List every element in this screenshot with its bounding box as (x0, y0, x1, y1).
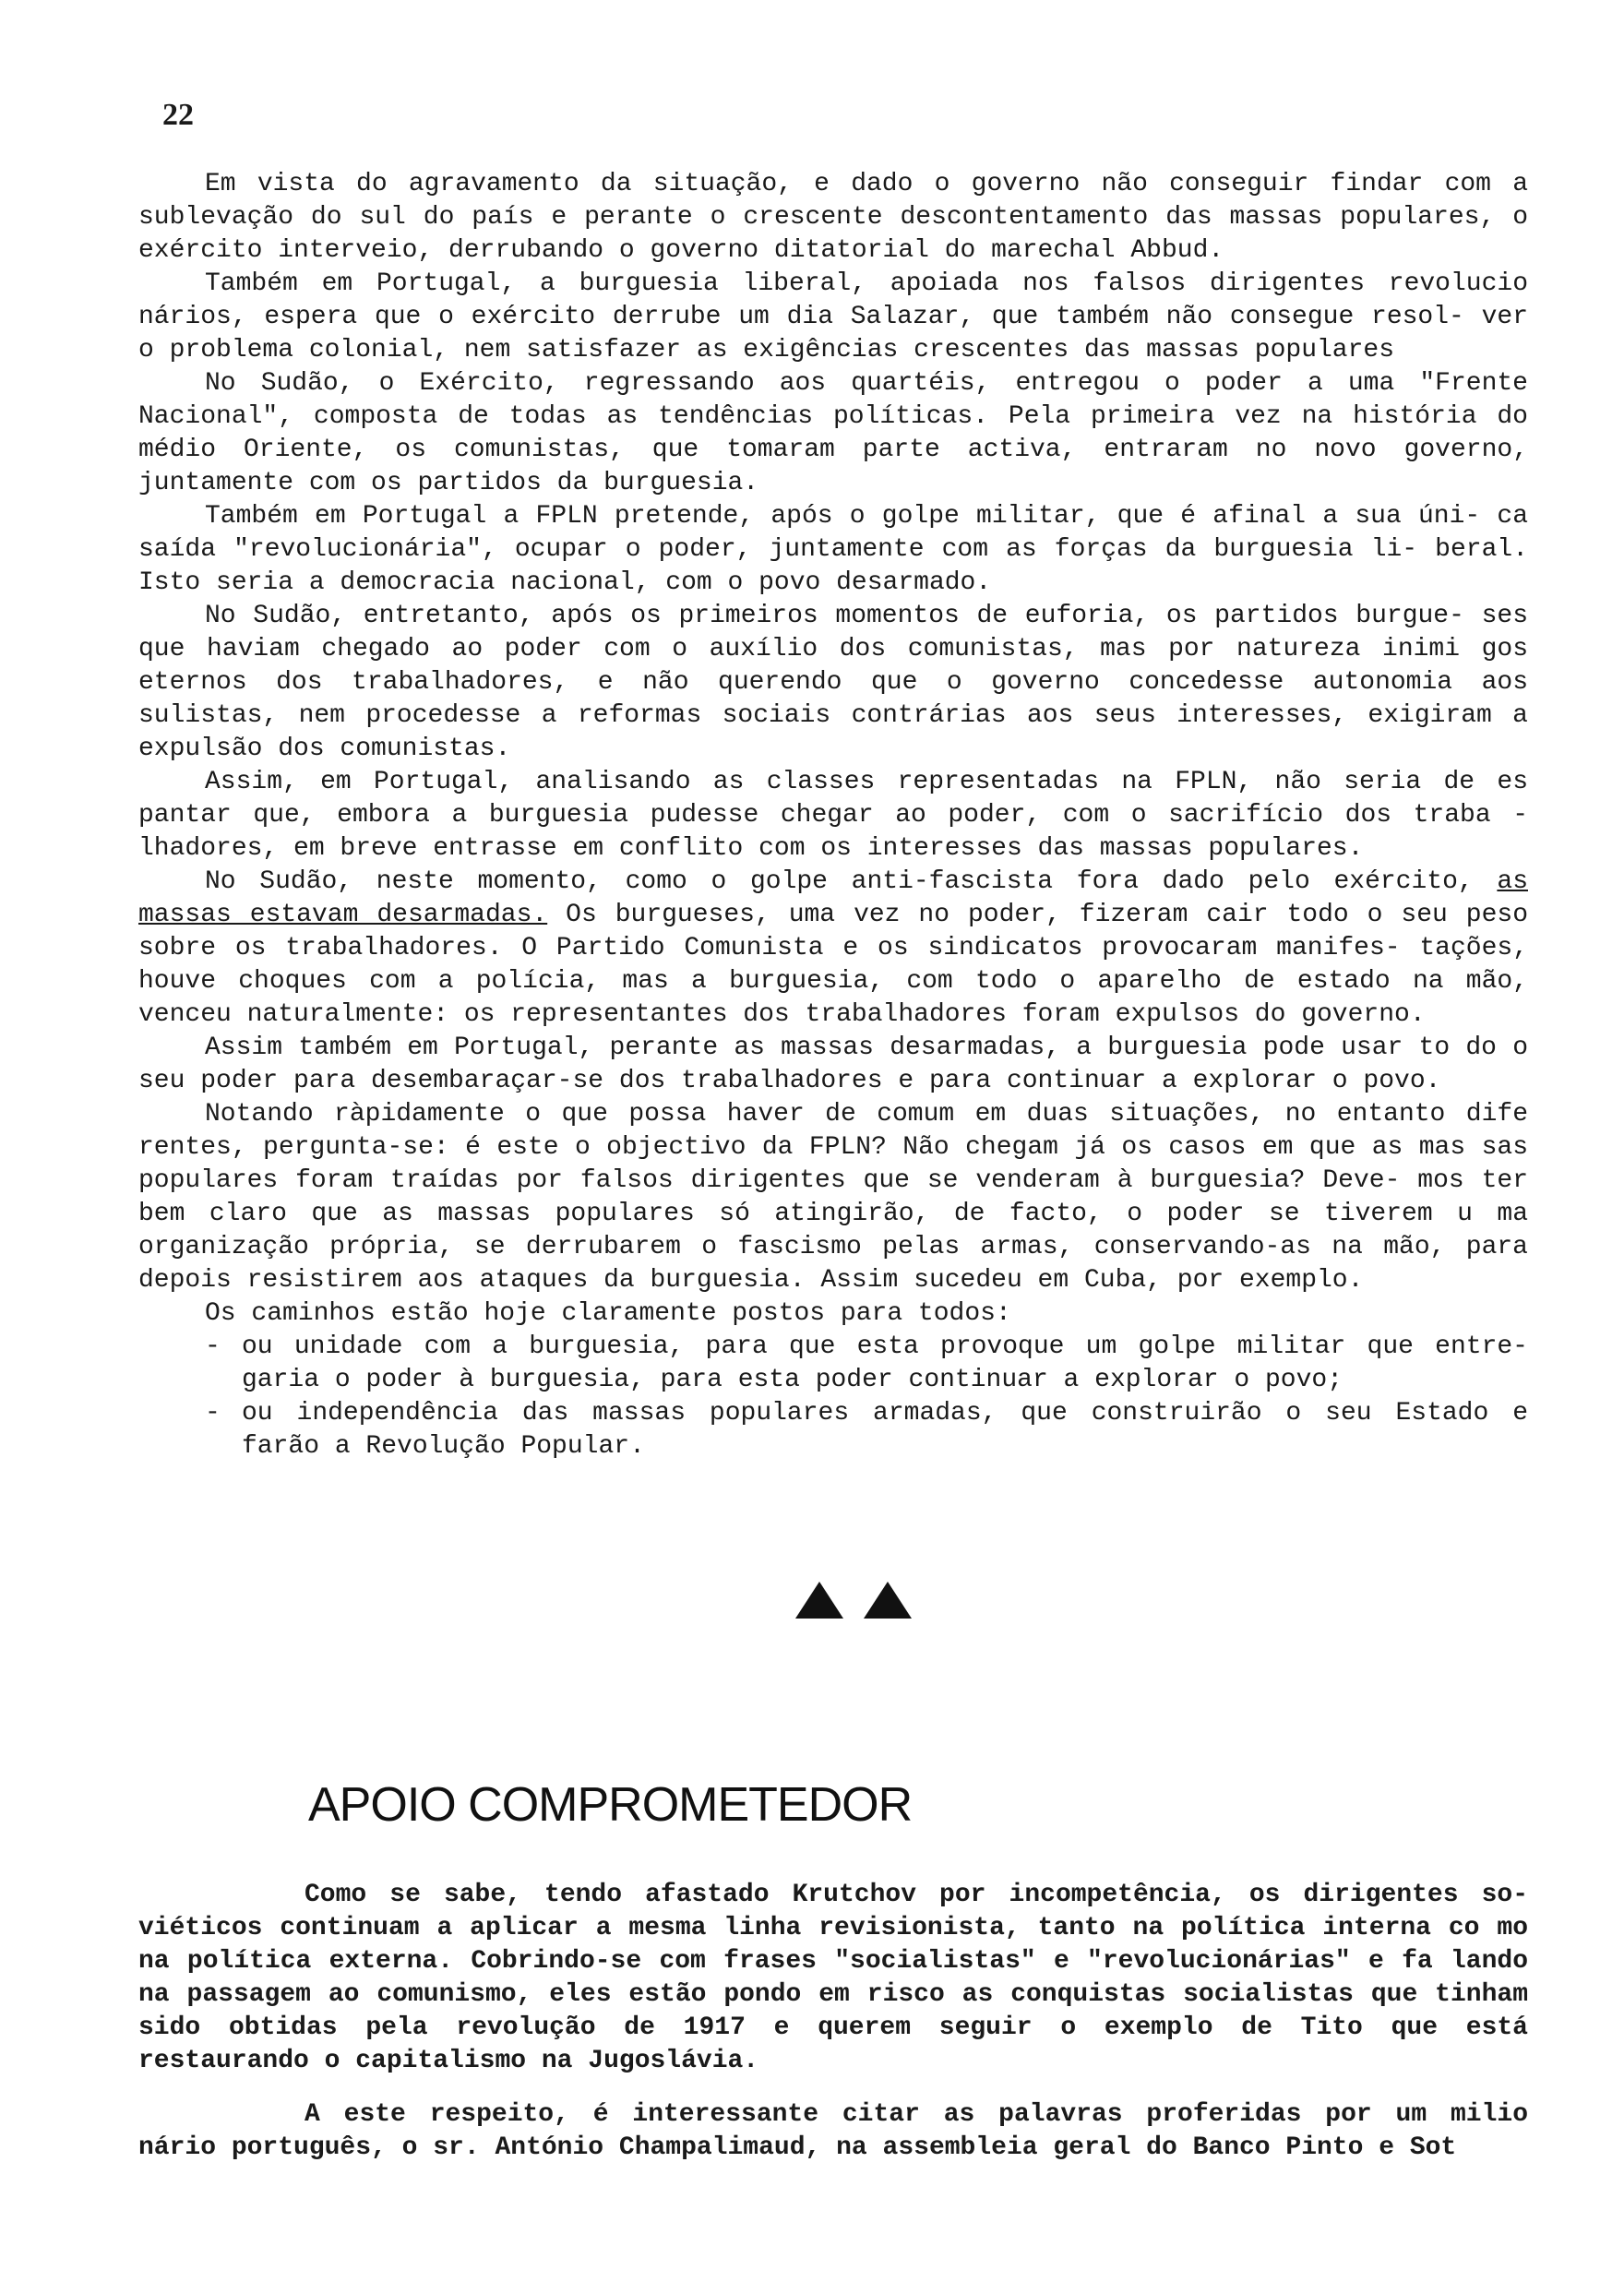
paragraph: Também em Portugal, a burguesia liberal, apoiada nos falsos dirigentes revolucio nários, espera que o exército derrube um dia Salazar, que também não consegue resol- ver o problema colonial, nem satisfazer as exigências crescentes das massas populares (138, 269, 1528, 364)
paragraph-text: Os burgueses, uma vez no poder, fizeram cair todo o seu peso sobre os trabalhadores. O Partido Comunista e os sindicatos provocaram manifes- tações, houve choques com a polícia, mas a burguesia, com todo o aparelho de estado na mão, venceu naturalmente: os representantes dos trabalhadores foram expulsos do governo. (138, 901, 1529, 1029)
paragraph: No Sudão, entretanto, após os primeiros momentos de euforia, os partidos burgue- ses que haviam chegado ao poder com o auxílio dos comunistas, mas por natureza inimi gos eternos dos trabalhadores, e não querendo que o governo concedesse autonomia aos sulistas, nem procedesse a reformas sociais contrárias aos seus interesses, exigiram a expulsão dos comunistas. (138, 602, 1528, 763)
article-body (138, 1879, 1528, 2165)
list-intro: Os caminhos estão hoje claramente postos para todos: (205, 1299, 1011, 1328)
paragraph: Assim também em Portugal, perante as massas desarmadas, a burguesia pode usar to do o seu poder para desembaraçar-se dos trabalhadores e para continuar a explorar o povo. (138, 1033, 1528, 1095)
paragraph: No Sudão, o Exército, regressando aos quartéis, entregou o poder a uma "Frente Nacional", composta de todas as tendências políticas. Pela primeira vez na história do médio Oriente, os comunistas, que tomaram parte activa, entraram no novo governo, juntamente com os partidos da burguesia. (138, 369, 1528, 497)
section-heading: APOIO COMPROMETEDOR (308, 1778, 913, 1832)
section-separator (794, 1580, 914, 1620)
paragraph (138, 866, 1528, 1032)
paragraph: Assim, em Portugal, analisando as classes representadas na FPLN, não seria de es pantar que, embora a burguesia pudesse chegar ao poder, com o sacrifício dos traba - lhadores, em breve entrasse em conflito com os interesses das massas populares. (138, 768, 1528, 863)
list-item: - ou unidade com a burguesia, para que esta provoque um golpe militar que entre- garia o poder à burguesia, para esta poder continuar a explorar o povo; (205, 1331, 1528, 1397)
article-body (138, 168, 1528, 1464)
underlined-phrase: as massas estavam desarmadas. (138, 867, 1528, 929)
paragraph: Notando ràpidamente o que possa haver de comum em duas situações, no entanto dife rentes, pergunta-se: é este o objectivo da FPLN? Não chegam já os casos em que as mas sas populares foram traídas por falsos dirigentes que se venderam à burguesia? Deve- mos ter bem claro que as massas populares só atingirão, de facto, o poder se tiverem u ma organização própria, se derrubarem o fascismo pelas armas, conservando-as na mão, para depois resistirem aos ataques da burguesia. Assim sucedeu em Cuba, por exemplo. (138, 1100, 1528, 1295)
options-list (138, 1331, 1528, 1464)
paragraph: Em vista do agravamento da situação, e dado o governo não conseguir findar com a sublevação do sul do país e perante o crescente descontentamento das massas populares, o exército interveio, derrubando o governo ditatorial do marechal Abbud. (138, 170, 1528, 265)
paragraph: A este respeito, é interessante citar as palavras proferidas por um milio nário português, o sr. António Champalimaud, na assembleia geral do Banco Pinto e Sot (138, 2100, 1528, 2162)
paragraph: Também em Portugal a FPLN pretende, após o golpe militar, que é afinal a sua úni- ca saída "revolucionária", ocupar o poder, juntamente com as forças da burguesia li- beral. Isto seria a democracia nacional, com o povo desarmado. (138, 502, 1528, 597)
triangle-icon (794, 1580, 845, 1620)
triangle-icon (862, 1580, 914, 1620)
page-number: 22 (162, 98, 194, 132)
paragraph: Como se sabe, tendo afastado Krutchov por incompetência, os dirigentes so- viéticos continuam a aplicar a mesma linha revisionista, tanto na política interna co mo na política externa. Cobrindo-se com frases "socialistas" e "revolucionárias" e fa lando na passagem ao comunismo, eles estão pondo em risco as conquistas socialistas que tinham sido obtidas pela revolução de 1917 e querem seguir o exemplo de Tito que está restaurando o capitalismo na Jugoslávia. (138, 1881, 1528, 2075)
paragraph-text: No Sudão, neste momento, como o golpe anti-fascista fora dado pelo exército, (205, 867, 1474, 896)
list-item: - ou independência das massas populares armadas, que construirão o seu Estado e farão a Revolução Popular. (205, 1397, 1528, 1464)
